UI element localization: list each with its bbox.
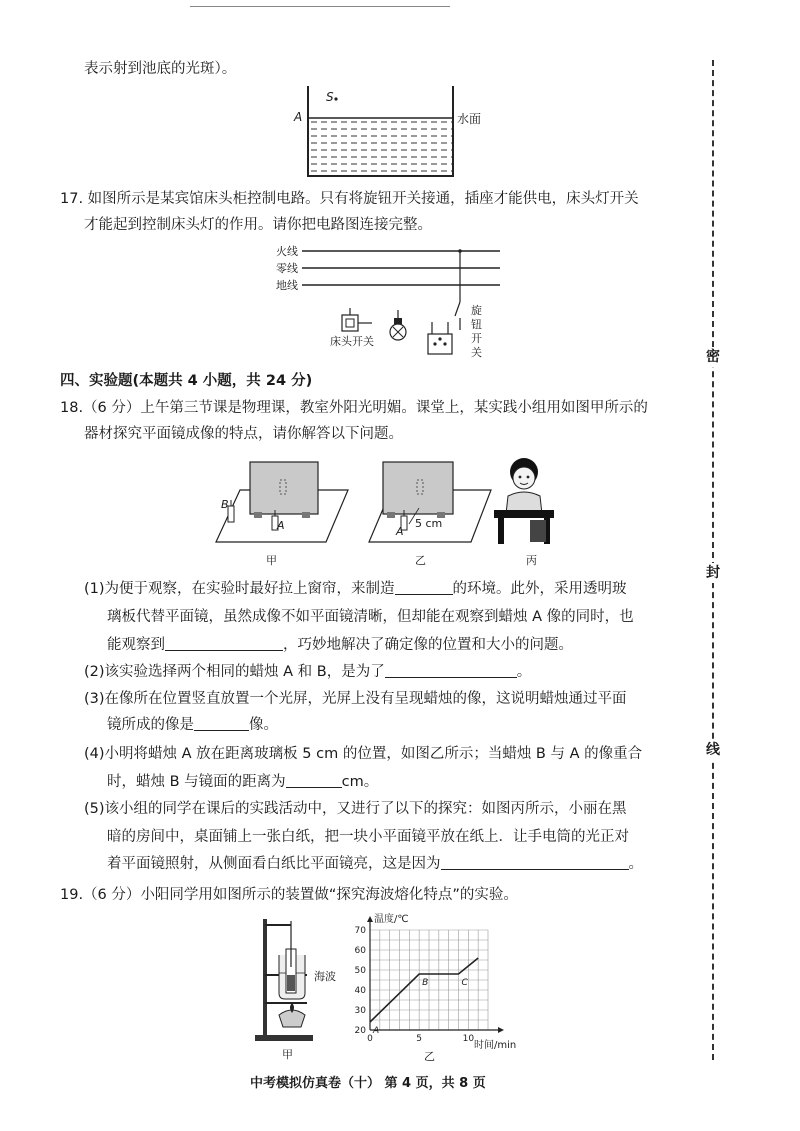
binding-dashed-line	[712, 60, 714, 1060]
q18-line1: 18.（6 分）上午第三节课是物理课，教室外阳光明媚。课堂上，某实践小组用如图甲所示的	[60, 400, 648, 416]
mirror-setup-fig-jia	[210, 460, 350, 550]
q18-p3-line2	[107, 714, 278, 736]
q18-p4-text-b: 时，蜡烛 B 与镜面的距离为	[107, 774, 286, 790]
candle-a-label-yi: A	[396, 525, 404, 538]
y-tick-label: 60	[354, 946, 366, 956]
point-label-a: A	[373, 1026, 380, 1036]
q18-p5-line1: (5)该小组的同学在课后的实践活动中，又进行了以下的探究：如图丙所示，小丽在黑	[84, 801, 627, 817]
answer-blank-2[interactable]	[165, 634, 283, 651]
knob-switch-label-3: 开	[471, 332, 482, 345]
a-point-label: A	[294, 110, 303, 124]
q18-p1-text-b: 的环境。此外，采用透明玻	[452, 581, 627, 597]
header-rule	[190, 6, 450, 7]
bed-switch-label: 床头开关	[330, 335, 374, 348]
q18-p1-text-a: (1)为便于观察，在实验时最好拉上窗帘，来制造	[84, 581, 395, 597]
x-tick-label: 10	[462, 1034, 475, 1044]
fig-label-yi: 乙	[415, 554, 426, 567]
y-tick-label: 30	[354, 1006, 366, 1016]
girl-flashlight-fig-bing	[490, 450, 570, 550]
q18-p4-line1: (4)小明将蜡烛 A 放在距离玻璃板 5 cm 的位置，如图乙所示；当蜡烛 B 与 A 的像重合	[84, 746, 643, 762]
y-axis-arrow	[367, 916, 373, 922]
temperature-time-chart	[340, 912, 530, 1052]
fig-label-bing: 丙	[526, 554, 537, 567]
q18-p1-line2: 璃板代替平面镜，虽然成像不如平面镜清晰，但却能在观察到蜡烛 A 像的同时，也	[107, 609, 634, 625]
mirror-setup-fig-yi	[365, 460, 495, 550]
q18-p1-text-d: 能观察到	[107, 637, 165, 653]
q17-line2: 才能起到控制床头灯的作用。请你把电路图连接完整。	[84, 217, 432, 233]
top-text: 表示射到池底的光斑）。	[84, 61, 237, 77]
haibo-label: 海波	[314, 970, 336, 983]
answer-blank-1[interactable]	[395, 578, 453, 595]
candle-b-label: B	[221, 498, 229, 511]
candle-a-label: A	[277, 519, 285, 532]
x-tick-label: 0	[367, 1034, 373, 1044]
q18-p5-text-c: 着平面镜照射，从侧面看白纸比平面镜亮，这是因为	[107, 856, 441, 872]
q18-p4-line2	[107, 771, 378, 793]
chart-ylabel: 温度/℃	[374, 914, 409, 925]
neutral-wire-label: 零线	[276, 262, 298, 275]
y-tick-label: 40	[354, 986, 366, 996]
y-tick-label: 20	[354, 1026, 366, 1036]
q19-fig-label-yi: 乙	[424, 1050, 435, 1063]
x-tick-label: 5	[416, 1034, 423, 1044]
q18-p5-line2: 暗的房间中，桌面铺上一张白纸，把一块小平面镜平放在纸上．让手电筒的光正对	[107, 829, 629, 845]
q19-line1: 19.（6 分）小阳同学用如图所示的装置做“探究海波熔化特点”的实验。	[60, 887, 518, 903]
margin-char-line: 线	[702, 740, 724, 760]
answer-blank-6[interactable]	[441, 853, 629, 870]
knob-switch-label-1: 旋	[471, 304, 482, 317]
x-axis-arrow	[498, 1027, 504, 1033]
q18-p1-line3	[107, 634, 573, 656]
y-tick-label: 50	[354, 966, 366, 976]
q18-p2-text-b: 。	[516, 664, 532, 680]
margin-char-seal2: 封	[702, 563, 724, 583]
water-surface-label: 水面	[457, 112, 482, 126]
q18-p1-text-e: ，巧妙地解决了确定像的位置和大小的问题。	[283, 637, 573, 653]
q18-p3-line1: (3)在像所在位置竖直放置一个光屏，光屏上没有呈现蜡烛的像，这说明蜡烛通过平面	[84, 691, 627, 707]
fig-label-jia: 甲	[266, 554, 277, 567]
ground-wire-label: 地线	[276, 279, 298, 292]
q18-p5-text-d: 。	[628, 856, 643, 872]
answer-blank-3[interactable]	[385, 661, 517, 678]
point-label-b: B	[422, 978, 429, 988]
q18-p3-text-c: 像。	[249, 717, 278, 733]
chart-xlabel: 时间/min	[474, 1040, 517, 1051]
s-label: S	[326, 90, 334, 104]
water-tank-figure	[290, 84, 490, 184]
knob-switch-label-2: 钮	[471, 318, 482, 331]
q19-fig-label-jia: 甲	[282, 1048, 293, 1061]
fire-wire-label: 火线	[276, 245, 298, 258]
q18-p2	[84, 661, 531, 683]
q17-line1: 17. 如图所示是某宾馆床头柜控制电路。只有将旋钮开关接通，插座才能供电，床头灯开关	[60, 191, 639, 207]
knob-switch-label-4: 关	[471, 346, 482, 359]
distance-label: 5 cm	[415, 517, 443, 530]
q18-p4-text-c: cm。	[341, 774, 379, 790]
answer-blank-4[interactable]	[194, 714, 249, 731]
q18-p2-text-a: (2)该实验选择两个相同的蜡烛 A 和 B，是为了	[84, 664, 385, 680]
margin-char-seal: 密	[702, 347, 724, 367]
q18-line2: 器材探究平面镜成像的特点，请你解答以下问题。	[84, 426, 403, 442]
y-tick-label: 70	[354, 926, 366, 936]
q18-p5-line3	[107, 853, 643, 875]
q18-p3-text-b: 镜所成的像是	[107, 717, 194, 733]
q18-p1-line1	[84, 578, 627, 600]
point-label-c: C	[461, 978, 468, 988]
page-footer: 中考模拟仿真卷（十） 第 4 页，共 8 页	[250, 1076, 486, 1091]
answer-blank-5[interactable]	[286, 771, 342, 788]
section-heading: 四、实验题(本题共 4 小题，共 24 分)	[60, 373, 313, 389]
